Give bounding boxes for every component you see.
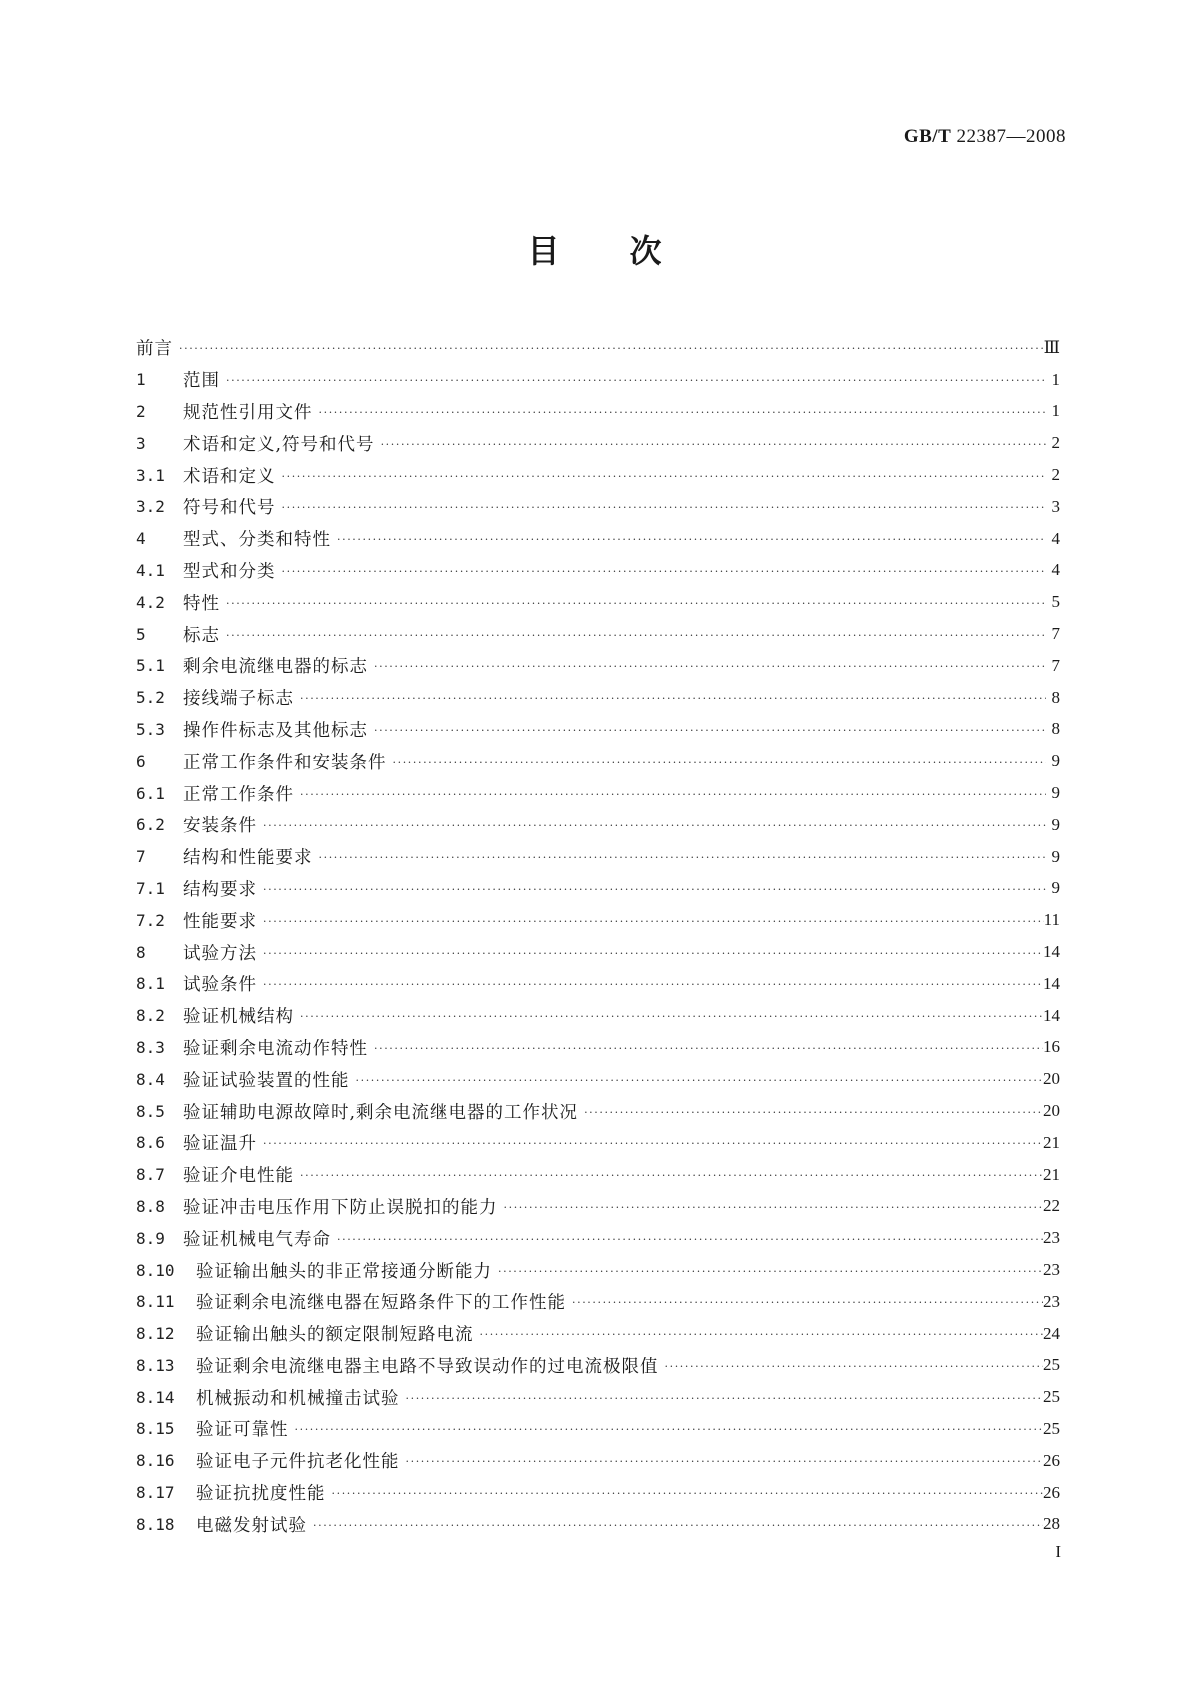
standard-code: 22387—2008	[956, 126, 1066, 147]
dot-leader	[337, 534, 1046, 545]
toc-entry-label: 试验条件	[183, 975, 257, 996]
toc-entry-number: 8.2	[136, 1006, 165, 1026]
toc-entry-page: 5	[1051, 592, 1060, 612]
toc-entry[interactable]	[136, 1350, 1060, 1382]
toc-entry[interactable]	[136, 459, 1060, 491]
toc-entry-page: 9	[1051, 783, 1060, 803]
toc-entry-number: 5	[136, 624, 146, 644]
toc-entry[interactable]	[136, 1413, 1060, 1445]
toc-entry[interactable]	[136, 1032, 1060, 1064]
toc-entry-number: 8.6	[136, 1133, 165, 1153]
toc-entry-number: 3.1	[136, 465, 165, 485]
toc-entry-page: 20	[1043, 1101, 1060, 1121]
toc-entry-label: 验证电子元件抗老化性能	[196, 1452, 400, 1473]
toc-entry[interactable]	[136, 1318, 1060, 1350]
toc-entry-label: 型式和分类	[183, 561, 276, 582]
toc-entry-label: 接线端子标志	[183, 689, 294, 710]
dot-leader	[313, 1520, 1043, 1531]
dot-leader	[300, 693, 1046, 704]
toc-entry[interactable]	[136, 809, 1060, 841]
dot-leader	[480, 1329, 1044, 1340]
toc-entry-label: 正常工作条件	[183, 784, 294, 805]
dot-leader	[504, 1202, 1044, 1213]
toc-entry[interactable]	[136, 968, 1060, 1000]
toc-entry-number: 8.9	[136, 1228, 165, 1248]
dot-leader	[337, 1234, 1043, 1245]
dot-leader	[263, 979, 1043, 990]
standard-number	[904, 126, 1066, 148]
toc-entry-number: 6	[136, 751, 146, 771]
toc-entry[interactable]	[136, 427, 1060, 459]
dot-leader	[263, 916, 1044, 927]
toc-entry-number: 8.1	[136, 974, 165, 994]
toc-entry-page: 16	[1043, 1037, 1060, 1057]
toc-entry-number: 8.4	[136, 1069, 165, 1089]
toc-entry-label: 操作件标志及其他标志	[183, 720, 368, 741]
toc-entry[interactable]	[136, 1191, 1060, 1223]
toc-entry[interactable]	[136, 1508, 1060, 1540]
toc-entry-number: 8.5	[136, 1101, 165, 1121]
toc-entry-label: 前言	[136, 339, 173, 360]
toc-entry[interactable]	[136, 682, 1060, 714]
toc-entry-page: 25	[1043, 1355, 1060, 1375]
toc-entry-page: 14	[1043, 973, 1060, 993]
toc-entry[interactable]	[136, 873, 1060, 905]
toc-entry-number: 8	[136, 942, 146, 962]
toc-entry[interactable]	[136, 618, 1060, 650]
toc-entry-label: 安装条件	[183, 816, 257, 837]
dot-leader	[374, 725, 1046, 736]
dot-leader	[282, 471, 1047, 482]
toc-entry-number: 2	[136, 401, 146, 421]
toc-entry[interactable]	[136, 714, 1060, 746]
toc-entry-label: 符号和代号	[183, 498, 276, 519]
toc-entry-label: 验证冲击电压作用下防止误脱扣的能力	[183, 1197, 498, 1218]
dot-leader	[406, 1393, 1044, 1404]
toc-entry-page: 11	[1043, 910, 1060, 930]
toc-entry-number: 7.2	[136, 910, 165, 930]
toc-entry-number: 4	[136, 529, 146, 549]
toc-entry-label: 特性	[183, 593, 220, 614]
toc-entry-page: 9	[1051, 814, 1060, 834]
dot-leader	[263, 820, 1046, 831]
toc-entry-number: 8.11	[136, 1292, 175, 1312]
toc-entry-label: 标志	[183, 625, 220, 646]
dot-leader	[374, 661, 1046, 672]
dot-leader	[572, 1297, 1043, 1308]
dot-leader	[406, 1456, 1044, 1467]
toc-entry-number: 8.17	[136, 1483, 175, 1503]
dot-leader	[226, 598, 1046, 609]
toc-entry-number: 7	[136, 847, 146, 867]
toc-entry[interactable]	[136, 777, 1060, 809]
toc-entry-page: 2	[1051, 433, 1060, 453]
toc-entry-page: 9	[1051, 846, 1060, 866]
toc-entry[interactable]	[136, 650, 1060, 682]
dot-leader	[179, 343, 1044, 354]
page-title	[0, 226, 1191, 272]
toc-entry-number: 1	[136, 370, 146, 390]
toc-entry-page: 22	[1043, 1196, 1060, 1216]
toc-entry-number: 4.2	[136, 592, 165, 612]
toc-entry[interactable]	[136, 491, 1060, 523]
dot-leader	[263, 1138, 1043, 1149]
toc-entry[interactable]	[136, 745, 1060, 777]
toc-entry-page: 4	[1051, 560, 1060, 580]
toc-entry-label: 验证剩余电流继电器在短路条件下的工作性能	[196, 1293, 566, 1314]
toc-entry-page: 26	[1043, 1450, 1060, 1470]
toc-entry-number: 8.15	[136, 1419, 175, 1439]
toc-entry-label: 验证机械结构	[183, 1007, 294, 1028]
dot-leader	[374, 1043, 1043, 1054]
toc-entry-label: 验证介电性能	[183, 1166, 294, 1187]
toc-entry-label: 规范性引用文件	[183, 402, 313, 423]
toc-entry-label: 验证输出触头的非正常接通分断能力	[196, 1261, 492, 1282]
toc-entry-label: 验证剩余电流继电器主电路不导致误动作的过电流极限值	[196, 1356, 659, 1377]
title-char-1: 目	[527, 232, 562, 270]
toc-entry-number: 8.7	[136, 1165, 165, 1185]
title-char-2: 次	[629, 232, 664, 270]
toc-entry-page: 7	[1051, 655, 1060, 675]
toc-entry-page: 4	[1051, 528, 1060, 548]
toc-entry-number: 5.3	[136, 719, 165, 739]
toc-entry[interactable]	[136, 841, 1060, 873]
toc-entry-number: 8.3	[136, 1037, 165, 1057]
toc-entry-page: 23	[1043, 1291, 1060, 1311]
toc-entry-label: 验证输出触头的额定限制短路电流	[196, 1325, 474, 1346]
toc-entry-page: 26	[1043, 1482, 1060, 1502]
dot-leader	[300, 1011, 1043, 1022]
toc-entry-page: 20	[1043, 1069, 1060, 1089]
toc-entry-number: 8.16	[136, 1451, 175, 1471]
toc-entry-page: 28	[1043, 1514, 1060, 1534]
dot-leader	[300, 1170, 1043, 1181]
toc-entry-label: 机械振动和机械撞击试验	[196, 1388, 400, 1409]
dot-leader	[356, 1075, 1044, 1086]
toc-entry-page: 14	[1043, 1005, 1060, 1025]
standard-prefix: GB/T	[903, 126, 952, 147]
dot-leader	[319, 852, 1047, 863]
toc-entry-page: Ⅲ	[1043, 337, 1060, 357]
dot-leader	[300, 789, 1046, 800]
toc-entry-number: 8.13	[136, 1355, 175, 1375]
toc-entry-label: 结构和性能要求	[183, 848, 313, 869]
toc-entry-page: 14	[1043, 942, 1060, 962]
toc-entry-number: 8.8	[136, 1196, 165, 1216]
toc-entry-page: 25	[1043, 1418, 1060, 1438]
toc-entry[interactable]	[136, 904, 1060, 936]
dot-leader	[319, 407, 1047, 418]
toc-entry-number: 7.1	[136, 878, 165, 898]
toc-entry-page: 1	[1051, 369, 1060, 389]
toc-entry[interactable]	[136, 1095, 1060, 1127]
dot-leader	[332, 1488, 1044, 1499]
toc-entry-page: 3	[1051, 496, 1060, 516]
toc-entry-page: 23	[1043, 1228, 1060, 1248]
toc-entry-number: 8.10	[136, 1260, 175, 1280]
toc-entry[interactable]	[136, 1222, 1060, 1254]
dot-leader	[226, 630, 1046, 641]
dot-leader	[584, 1107, 1043, 1118]
toc-entry-label: 验证试验装置的性能	[183, 1070, 350, 1091]
toc-entry[interactable]	[136, 1254, 1060, 1286]
toc-entry[interactable]	[136, 1477, 1060, 1509]
toc-entry-page: 1	[1051, 401, 1060, 421]
toc-entry-number: 8.14	[136, 1387, 175, 1407]
toc-entry[interactable]	[136, 1381, 1060, 1413]
toc-entry[interactable]	[136, 332, 1060, 364]
toc-entry-label: 验证剩余电流动作特性	[183, 1038, 368, 1059]
toc-entry-label: 范围	[183, 371, 220, 392]
toc-entry[interactable]	[136, 1000, 1060, 1032]
toc-entry-number: 3	[136, 433, 146, 453]
toc-entry-label: 验证可靠性	[196, 1420, 289, 1441]
toc-entry-label: 验证机械电气寿命	[183, 1229, 331, 1250]
toc-entry-page: 23	[1043, 1260, 1060, 1279]
toc-entry-label: 试验方法	[183, 943, 257, 964]
toc-entry-page: 21	[1043, 1132, 1060, 1152]
toc-entry-label: 验证抗扰度性能	[196, 1484, 326, 1505]
toc-entry-label: 正常工作条件和安装条件	[183, 752, 387, 773]
toc-entry-label: 型式、分类和特性	[183, 530, 331, 551]
toc-entry[interactable]	[136, 1445, 1060, 1477]
dot-leader	[226, 375, 1046, 386]
dot-leader	[498, 1266, 1043, 1277]
toc-entry-page: 8	[1051, 719, 1060, 739]
toc-entry-label: 术语和定义	[183, 466, 276, 487]
toc-entry-number: 8.18	[136, 1514, 175, 1534]
page-number: I	[1055, 1542, 1061, 1561]
toc-entry-number: 5.2	[136, 688, 165, 708]
toc-entry-label: 电磁发射试验	[196, 1515, 307, 1536]
toc-entry-number: 4.1	[136, 560, 165, 580]
dot-leader	[263, 948, 1043, 959]
toc-entry-label: 术语和定义,符号和代号	[183, 434, 375, 455]
toc-entry-page: 9	[1051, 878, 1060, 898]
toc-entry[interactable]	[136, 1159, 1060, 1191]
toc-entry-page: 7	[1051, 624, 1060, 644]
toc-entry[interactable]	[136, 396, 1060, 428]
toc-entry-number: 3.2	[136, 497, 165, 517]
toc-entry-number: 6.2	[136, 815, 165, 835]
table-of-contents	[136, 332, 1060, 1540]
toc-entry[interactable]	[136, 523, 1060, 555]
toc-entry-number: 6.1	[136, 783, 165, 803]
dot-leader	[381, 439, 1046, 450]
toc-entry[interactable]	[136, 936, 1060, 968]
dot-leader	[393, 757, 1047, 768]
toc-entry-label: 验证辅助电源故障时,剩余电流继电器的工作状况	[183, 1102, 579, 1123]
toc-entry-page: 8	[1051, 687, 1060, 707]
toc-entry[interactable]	[136, 1286, 1060, 1318]
toc-entry-label: 性能要求	[183, 911, 257, 932]
dot-leader	[665, 1361, 1044, 1372]
toc-entry-page: 24	[1043, 1323, 1060, 1343]
toc-entry-page: 9	[1051, 751, 1060, 771]
toc-entry-page: 2	[1051, 465, 1060, 485]
toc-entry-number: 5.1	[136, 656, 165, 676]
toc-entry[interactable]	[136, 555, 1060, 587]
dot-leader	[282, 502, 1047, 513]
toc-entry-label: 剩余电流继电器的标志	[183, 657, 368, 678]
dot-leader	[295, 1424, 1044, 1435]
toc-entry[interactable]	[136, 586, 1060, 618]
toc-entry-page: 25	[1043, 1387, 1060, 1407]
dot-leader	[263, 884, 1046, 895]
toc-entry-label: 结构要求	[183, 879, 257, 900]
toc-entry-label: 验证温升	[183, 1134, 257, 1155]
toc-entry-number: 8.12	[136, 1324, 175, 1344]
toc-entry[interactable]	[136, 364, 1060, 396]
toc-entry[interactable]	[136, 1127, 1060, 1159]
toc-entry-page: 21	[1043, 1164, 1060, 1184]
toc-entry[interactable]	[136, 1063, 1060, 1095]
dot-leader	[282, 566, 1047, 577]
